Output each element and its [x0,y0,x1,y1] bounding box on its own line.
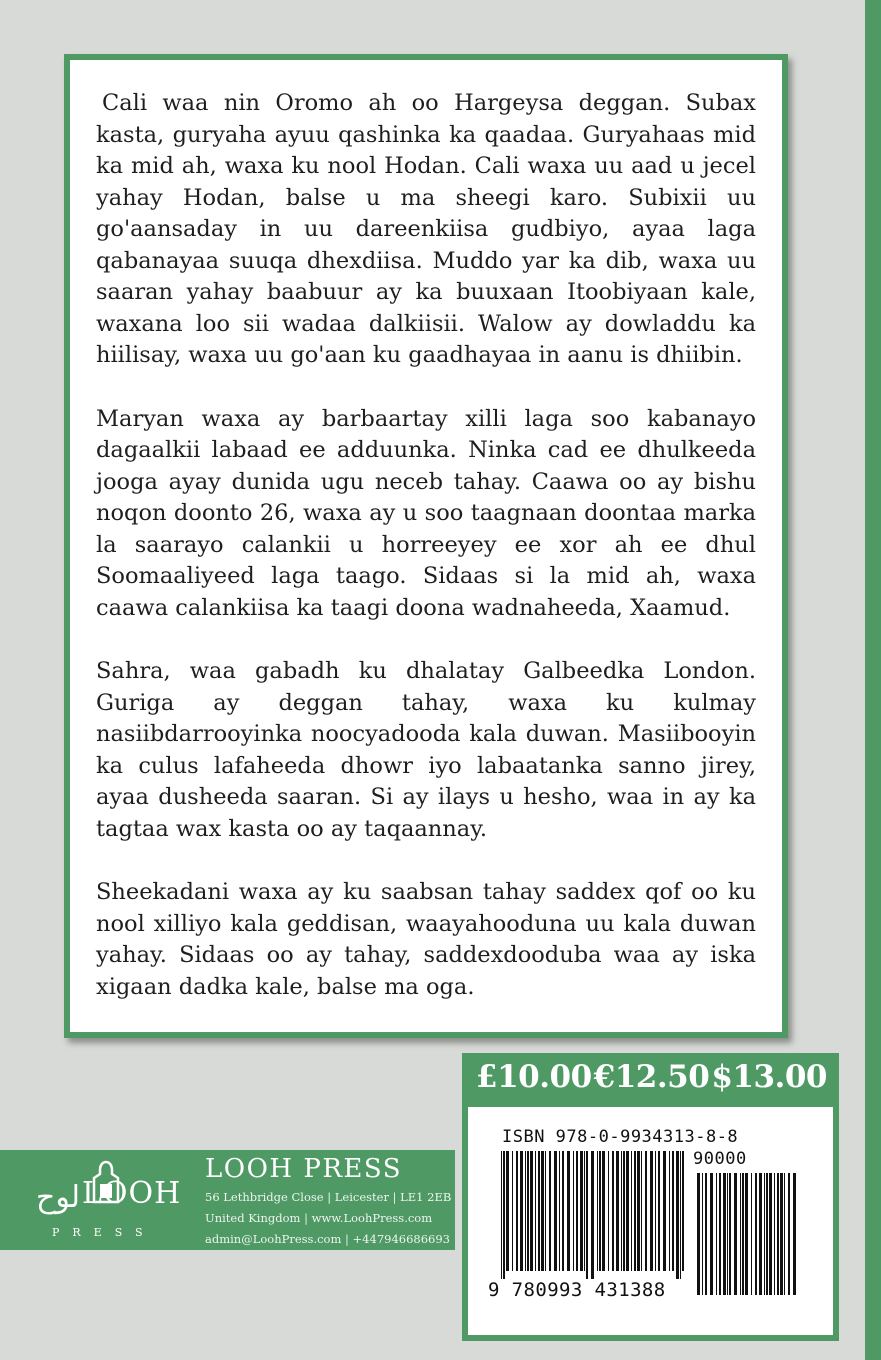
barcode-addon-code: 90000 [693,1149,747,1169]
blurb-paragraph-4: Sheekadani waxa ay ku saabsan tahay saddex qof oo ku nool xilliyo kala geddisan, waayahooduna uu kala duwan yahay. Sidaas oo ay tahay, saddexdooduba waa ay iska xigaan dadka kale, balse ma oga. [96,879,756,1000]
publisher-contact: admin@LoohPress.com | +447946686693 [205,1232,450,1246]
spine-edge [865,0,881,1360]
blurb-paragraph-3: Sahra, waa gabadh ku dhalatay Galbeedka London. Guriga ay deggan tahay, waxa ku kulmay nasiibdarrooyinka noocyadooda kala duwan. Masiibooyin ka culus lafaheeda dhowr iyo labaatanka sanno jirey, ayaa dusheeda saaran. Si ay ilays u hesho, waa in ay ka tagtaa wax kasta oo ay taqaannay. [96,658,756,842]
price-usd: $13.00 [711,1059,827,1095]
publisher-name: LOOH PRESS [205,1154,403,1184]
logo-arabic-text: لوح [36,1180,81,1215]
isbn-label: ISBN 978-0-9934313-8-8 [502,1127,739,1147]
publisher-block [0,1150,455,1250]
blurb-box [64,54,788,1038]
blurb-paragraph-1: Cali waa nin Oromo ah oo Hargeysa deggan. Subax kasta, guryaha ayuu qashinka ka qaadaa. Guryahaas mid ka mid ah, waxa ku nool Hodan. Cali waxa uu aad u jecel yahay Hodan, balse u ma sheegi karo. Subixii uu go'aansaday in uu dareenkiisa gudbiyo, ayaa laga qabanayaa suuqa dhexdiisa. Muddo yar ka dib, waxa uu saaran yahay baabuur ay ka buuxaan Itoobiyaan kale, waxana loo sii wadaa dalkiisii. Walow ay dowladdu ka hiilisay, waxa uu go'aan ku gaadhayaa in aanu is dhiibin. [96,90,756,368]
publisher-logo [28,1158,198,1242]
publisher-country-web: United Kingdom | www.LoohPress.com [205,1211,433,1225]
price-gbp: £10.00 [476,1059,592,1095]
price-eur: €12.50 [593,1059,710,1095]
price-bar [462,1053,839,1101]
barcode-addon-bars [696,1173,800,1303]
blurb-paragraph-2: Maryan waxa ay barbaartay xilli laga soo kabanayo dagaalkii labaad ee adduunka. Ninka cad ee dhulkeeda jooga ayay dunida ugu neceb tahay. Caawa oo ay bishu noqon doonto 26, waxa ay u soo taagnaan doontaa marka la saarayo calankii u horreeyey ee xor ah ee dhul Soomaaliyeed laga taago. Sidaas si la mid ah, waxa caawa calankiisa ka taagi doona wadnaheeda, Xaamud. [96,405,756,621]
barcode-main-bars [500,1151,688,1279]
logo-press-text: PRESS [52,1226,156,1239]
publisher-address: 56 Lethbridge Close | Leicester | LE1 2EB [205,1190,452,1204]
barcode-digits: 9 780993 431388 [488,1279,666,1301]
barcode-box [462,1101,839,1341]
logo-looh-text: LOOH [82,1176,182,1211]
